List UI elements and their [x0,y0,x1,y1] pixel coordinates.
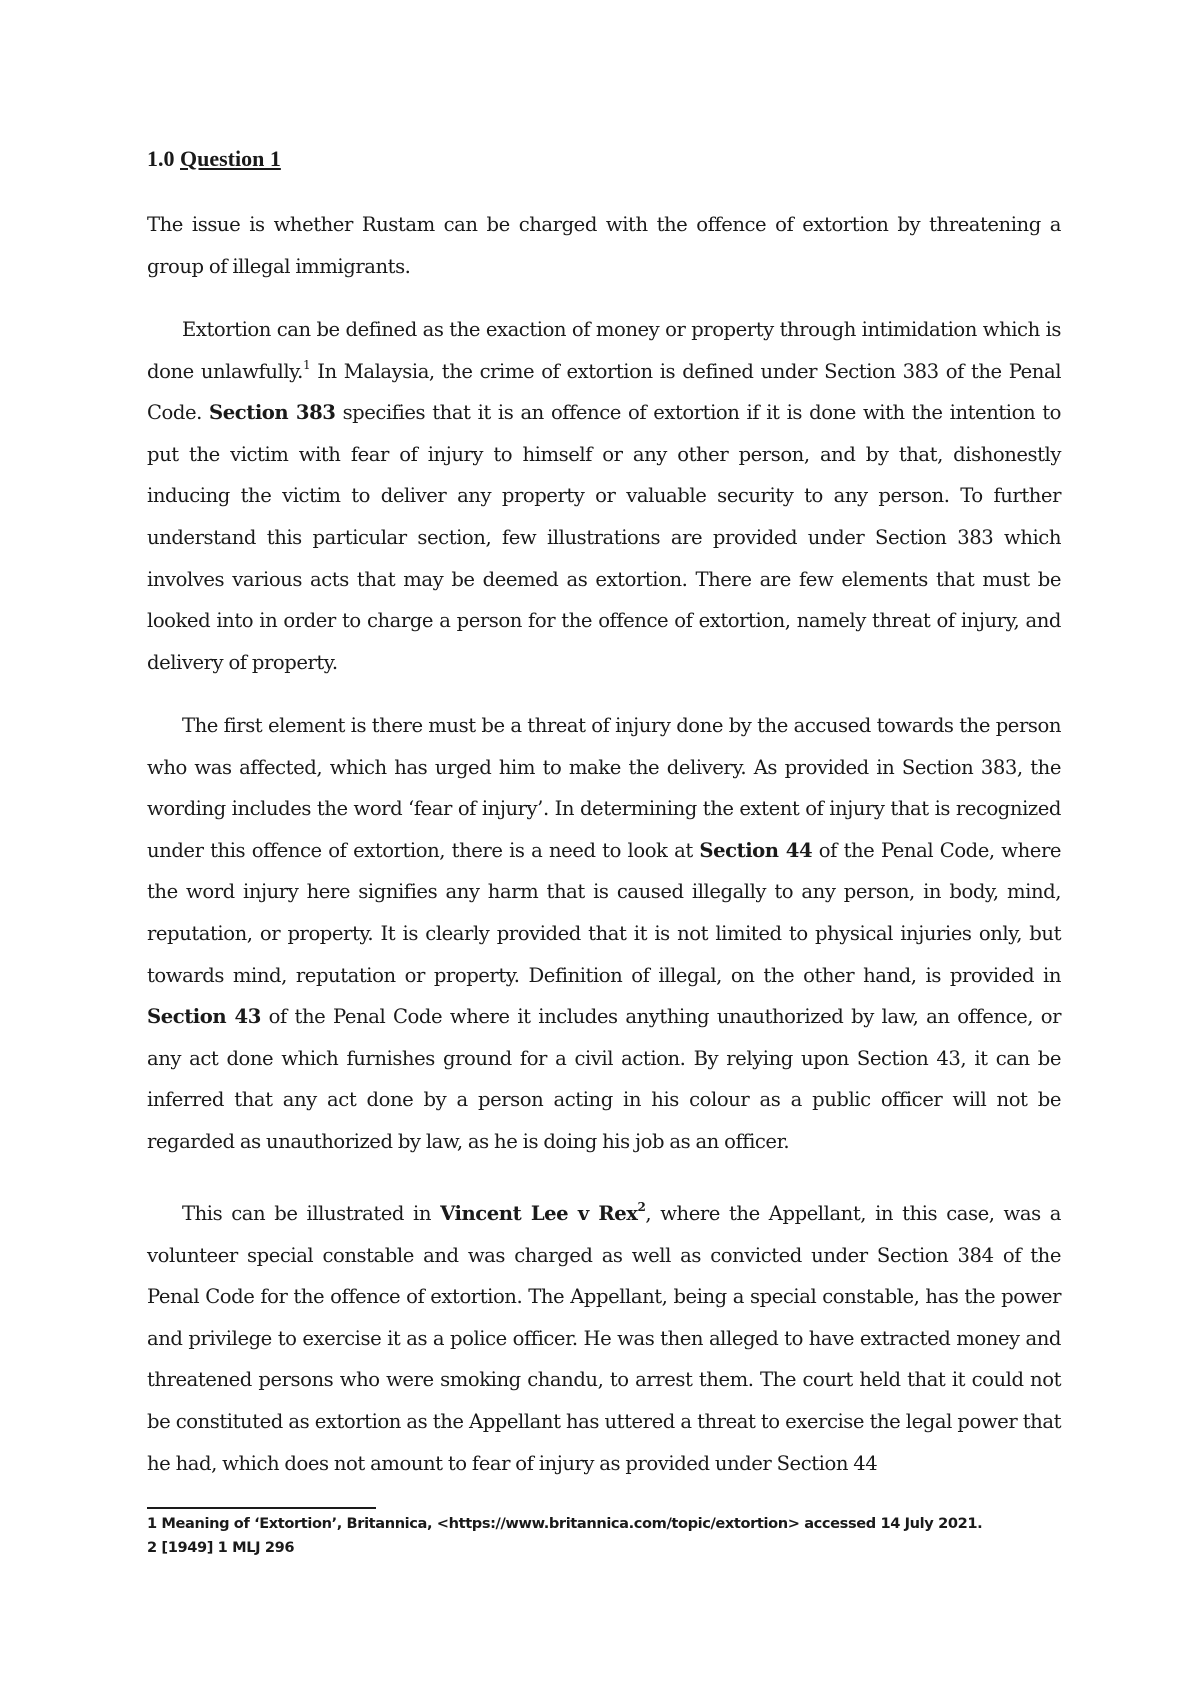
text-run: The first element is there must be a threat of injury done by the accused towards the person who was affected, which has urged him to make the delivery. As provided in Section 383, the wording includes the word ‘fear of injury’. In determining the extent of injury that is recognized under this offence of extortion, there is a need to look at [147,714,1061,862]
first-element-paragraph [147,705,1061,1163]
case-name: Vincent Lee v Rex [440,1202,638,1225]
text-run: , where the Appellant, in this case, was a volunteer special constable and was charged as well as convicted under Section 384 of the Penal Code for the offence of extortion. The Appellant, being a special constable, has the power and privilege to exercise it as a police officer. He was then alleged to have extracted money and threatened persons who were smoking chandu, to arrest them. The court held that it could not be constituted as extortion as the Appellant has uttered a threat to exercise the legal power that he had, which does not amount to fear of injury as provided under Section 44 [147,1202,1061,1475]
text-run: of the Penal Code where it includes anything unauthorized by law, an offence, or any act done which furnishes ground for a civil action. By relying upon Section 43, it can be inferred that any act done by a person acting in his colour as a public officer will not be regarded as unauthorized by law, as he is doing his job as an officer. [147,1005,1061,1153]
footnote-2: 2 [1949] 1 MLJ 296 [147,1539,295,1556]
issue-paragraph: The issue is whether Rustam can be charged with the offence of extortion by threatening a group of illegal immigrants. [147,213,1061,278]
footnotes [147,1512,1077,1560]
text-run: In Malaysia, the crime of extortion is defined under Section 383 of the Penal Code. [147,359,1062,425]
footnote-separator [147,1507,376,1509]
text-run: specifies that it is an offence of extortion if it is done with the intention to put the victim with fear of injury to himself or any other person, and by that, dishonestly inducing the victim to deliver any property or valuable security to any person. To further understand this particular section, few illustrations are provided under Section 383 which involves various acts that may be deemed as extortion. There are few elements that must be looked into in order to charge a person for the offence of extortion, namely threat of injury, and delivery of property. [147,401,1061,674]
text-run: This can be illustrated in [182,1202,441,1225]
definition-paragraph [147,309,1061,683]
text-run: of the Penal Code, where the word injury here signifies any harm that is caused illegally to any person, in body, mind, reputation, or property. It is clearly provided that it is not limited to physical injuries only, but towards mind, reputation or property. Definition of illegal, on the other hand, is provided in [147,838,1061,987]
case-illustration-paragraph [147,1193,1061,1484]
statute-ref-section-44: Section 44 [699,838,813,862]
footnote-1: 1 Meaning of ‘Extortion’, Britannica, <https://www.britannica.com/topic/extortion> accessed 14 July 2021. [147,1515,983,1532]
section-heading [147,146,281,172]
section-number: 1.0 [147,146,175,171]
text-run: Extortion can be defined as the exaction of money or property through intimidation which is done unlawfully. [147,318,1061,383]
footnote-ref-1: 1 [302,357,311,372]
statute-ref-section-383: Section 383 [209,401,336,425]
footnote-ref-2-number: 2 [637,1200,646,1214]
section-title: Question 1 [180,146,281,171]
statute-ref-section-43: Section 43 [147,1005,261,1029]
